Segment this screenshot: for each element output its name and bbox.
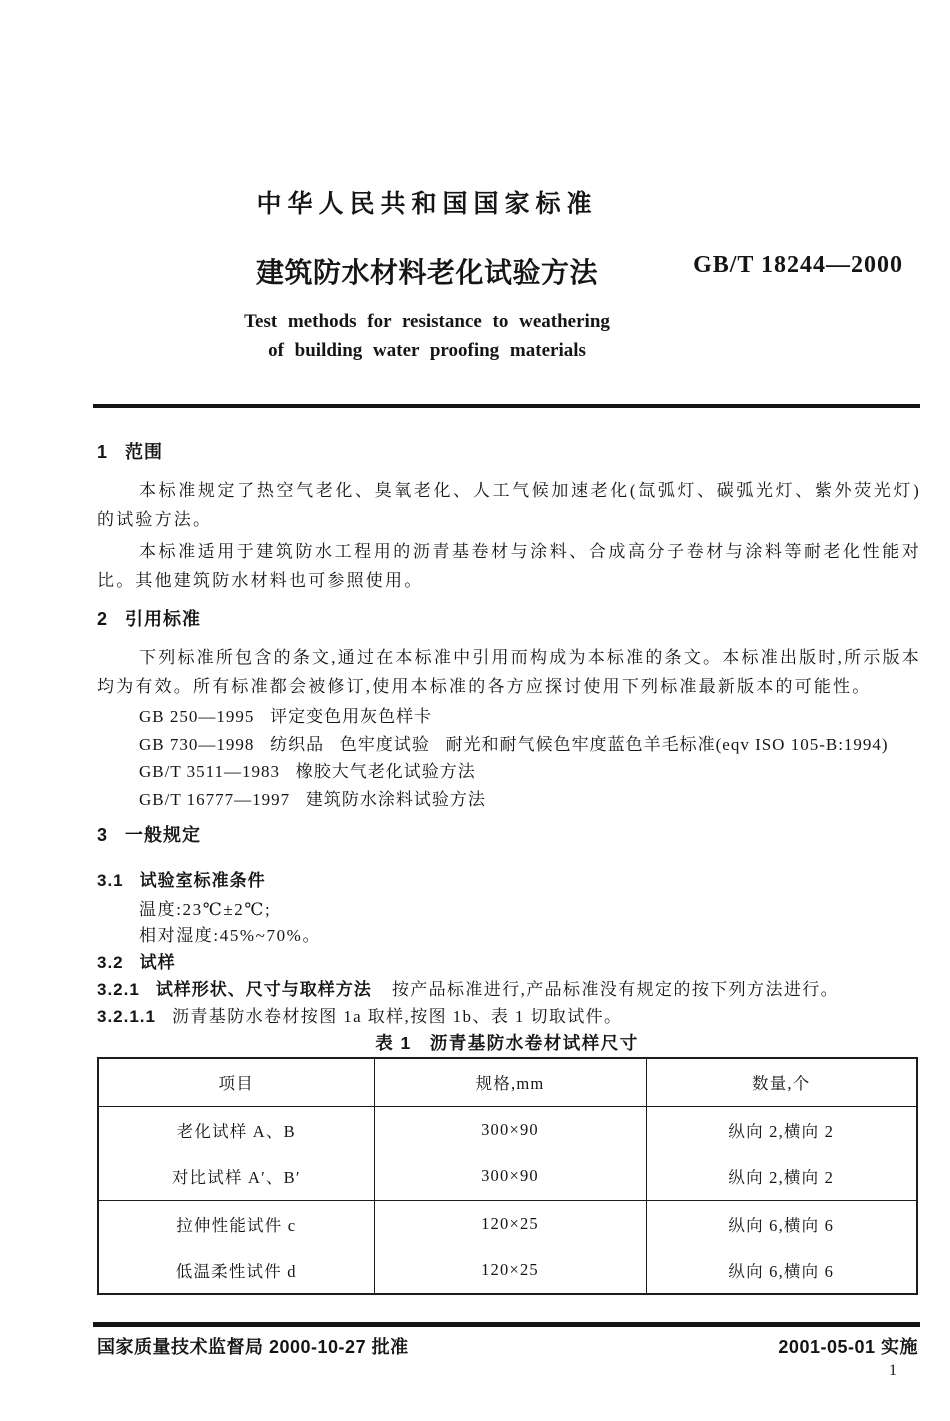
- section-3-heading: [97, 821, 201, 847]
- column-header-quantity: 数量,个: [646, 1058, 917, 1106]
- clause-3-2-1-title: 试样形状、尺寸与取样方法: [155, 980, 372, 999]
- standard-title-en-line1: Test methods for resistance to weathering: [244, 311, 610, 332]
- cell-spec: 300×90: [374, 1106, 646, 1153]
- section-3-title: 一般规定: [125, 825, 202, 845]
- section-2-title: 引用标准: [125, 609, 202, 629]
- cell-quantity: 纵向 6,横向 6: [646, 1200, 917, 1247]
- section-3-number: 3: [97, 825, 109, 845]
- table-1-caption-text: 沥青基防水卷材试样尺寸: [429, 1033, 639, 1053]
- cell-spec: 300×90: [374, 1153, 646, 1200]
- section-1-heading: [97, 438, 163, 464]
- clause-3-2-1-number: 3.2.1: [97, 980, 140, 999]
- clause-3-2-1-line: [97, 975, 839, 1000]
- clause-3-2-1-1-text: 沥青基防水卷材按图 1a 取样,按图 1b、表 1 切取试件。: [172, 1007, 623, 1026]
- header-divider-rule: [93, 404, 920, 408]
- implementation-note: 2001-05-01 实施: [778, 1337, 918, 1357]
- standard-title-en-line2: of building water proofing materials: [268, 340, 586, 361]
- clause-3-2-number: 3.2: [97, 953, 124, 972]
- standard-title-en: [172, 307, 682, 365]
- national-standard-label: 中华人民共和国国家标准: [256, 190, 598, 218]
- cell-item: 对比试样 A′、B′: [171, 1168, 301, 1188]
- table-header-row: [98, 1058, 917, 1106]
- page-number: 1: [889, 1362, 897, 1379]
- referenced-standards-list: [139, 703, 889, 813]
- clause-3-1-title: 试验室标准条件: [139, 871, 266, 890]
- approval-note: 国家质量技术监督局 2000-10-27 批准: [97, 1337, 409, 1357]
- humidity-condition: 相对湿度:45%~70%。: [139, 926, 322, 945]
- table-row: [98, 1200, 917, 1247]
- clause-3-2-1-1-line: [97, 1002, 622, 1027]
- cell-item: 低温柔性试件 d: [175, 1262, 297, 1281]
- table-row: [98, 1247, 917, 1294]
- cell-spec: 120×25: [374, 1200, 646, 1247]
- standard-title-zh: 建筑防水材料老化试验方法: [255, 257, 598, 288]
- scope-paragraph-2: 本标准适用于建筑防水工程用的沥青基卷材与涂料、合成高分子卷材与涂料等耐老化性能对比。其他建筑防水材料也可参照使用。: [97, 542, 921, 590]
- cell-item: 老化试样 A、B: [176, 1121, 296, 1141]
- table-1-caption: [97, 1030, 917, 1055]
- referenced-standard: GB/T 16777—1997 建筑防水涂料试验方法: [139, 789, 486, 809]
- referenced-standard: GB 250—1995 评定变色用灰色样卡: [139, 707, 433, 726]
- clause-3-2-title: 试样: [139, 953, 176, 972]
- table-row: [98, 1153, 917, 1200]
- cell-quantity: 纵向 6,横向 6: [646, 1247, 917, 1294]
- cell-quantity: 纵向 2,横向 2: [646, 1153, 917, 1200]
- clause-3-2-1-text: 按产品标准进行,产品标准没有规定的按下列方法进行。: [391, 980, 840, 999]
- standard-code: GB/T 18244—2000: [693, 252, 903, 278]
- clause-3-2-heading: [97, 948, 176, 973]
- clause-3-2-1-1-number: 3.2.1.1: [97, 1007, 156, 1026]
- temperature-condition: 温度:23℃±2℃;: [139, 900, 272, 919]
- table-row: [98, 1106, 917, 1153]
- referenced-standard: GB/T 3511—1983 橡胶大气老化试验方法: [139, 762, 476, 782]
- cell-quantity: 纵向 2,横向 2: [646, 1106, 917, 1153]
- table-1-caption-label: 表 1: [375, 1033, 412, 1053]
- cell-item: 拉伸性能试件 c: [176, 1215, 297, 1235]
- section-1-title: 范围: [125, 442, 164, 462]
- referenced-standard: GB 730—1998 纺织品 色牢度试验 耐光和耐气候色牢度蓝色羊毛标准(eqv ISO 105-B:1994): [139, 734, 889, 754]
- section-2-heading: [97, 605, 201, 631]
- column-header-spec: 规格,mm: [374, 1058, 646, 1106]
- table-1: [97, 1057, 918, 1295]
- clause-3-1-heading: [97, 866, 266, 891]
- section-1-number: 1: [97, 442, 109, 462]
- scope-paragraph-1: 本标准规定了热空气老化、臭氧老化、人工气候加速老化(氙弧灯、碳弧光灯、紫外荧光灯)的试验方法。: [97, 481, 921, 529]
- section-2-number: 2: [97, 609, 109, 629]
- column-header-item: 项目: [218, 1074, 254, 1094]
- references-intro: 下列标准所包含的条文,通过在本标准中引用而构成为本标准的条文。本标准出版时,所示版本均为有效。所有标准都会被修订,使用本标准的各方应探讨使用下列标准最新版本的可能性。: [97, 648, 921, 696]
- footer-divider-rule: [93, 1322, 920, 1327]
- cell-spec: 120×25: [374, 1247, 646, 1294]
- clause-3-1-number: 3.1: [97, 871, 124, 890]
